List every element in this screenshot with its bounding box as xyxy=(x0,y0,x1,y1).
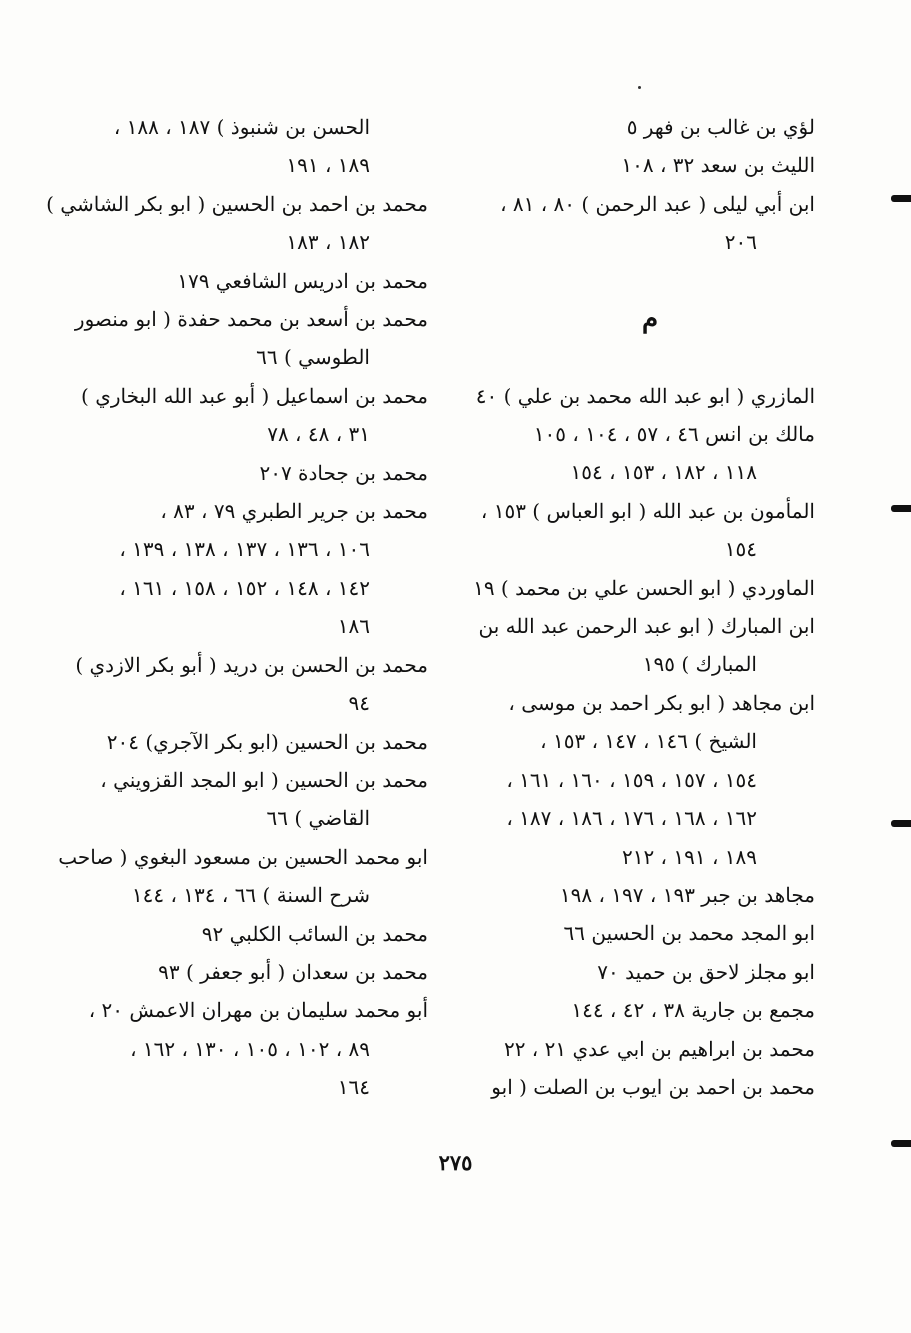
index-entry-line: ١١٨ ، ١٨٢ ، ١٥٣ ، ١٥٤ xyxy=(570,460,757,485)
index-entry-line: المأمون بن عبد الله ( ابو العباس ) ١٥٣ ، xyxy=(480,498,815,523)
index-entry-line: ابو محمد الحسين بن مسعود البغوي ( صاحب xyxy=(58,844,428,869)
index-entry-line: ابن المبارك ( ابو عبد الرحمن عبد الله بن xyxy=(478,614,815,639)
index-entry-line: محمد بن احمد بن الحسين ( ابو بكر الشاشي ) xyxy=(46,191,428,216)
index-entry-line: محمد بن اسماعيل ( أبو عبد الله البخاري ) xyxy=(81,383,428,408)
index-entry-line: الليث بن سعد ٣٢ ، ١٠٨ xyxy=(621,153,815,178)
index-entry-line: المبارك ) ١٩٥ xyxy=(642,652,757,677)
binding-mark-2 xyxy=(891,505,911,512)
index-entry-line: ٩٤ xyxy=(348,691,370,716)
index-entry-line: الشيخ ) ١٤٦ ، ١٤٧ ، ١٥٣ ، xyxy=(540,729,757,754)
index-entry-line: ابن مجاهد ( ابو بكر احمد بن موسى ، xyxy=(508,690,815,715)
index-entry-line: ٨٩ ، ١٠٢ ، ١٠٥ ، ١٣٠ ، ١٦٢ ، xyxy=(130,1036,370,1061)
index-entry-line: ١٨٢ ، ١٨٣ xyxy=(286,230,370,255)
index-entry-line: ١٥٤ xyxy=(724,537,757,562)
index-entry-line: ١٥٤ ، ١٥٧ ، ١٥٩ ، ١٦٠ ، ١٦١ ، xyxy=(506,767,757,792)
index-entry-line: محمد بن الحسن بن دريد ( أبو بكر الازدي ) xyxy=(75,652,428,677)
index-entry-line: الحسن بن شنبوذ ) ١٨٧ ، ١٨٨ ، xyxy=(113,115,370,139)
index-entry-line: أبو محمد سليمان بن مهران الاعمش ٢٠ ، xyxy=(88,998,428,1023)
index-entry-line: محمد بن جحادة ٢٠٧ xyxy=(259,460,428,485)
index-column-left xyxy=(46,108,428,1107)
index-entry-line: ١٨٩ ، ١٩١ ، ٢١٢ xyxy=(621,844,757,869)
index-entry-line: محمد بن جرير الطبري ٧٩ ، ٨٣ ، xyxy=(160,499,428,524)
index-entry-line: ١٦٤ xyxy=(337,1075,370,1100)
index-entry-line: ١٠٦ ، ١٣٦ ، ١٣٧ ، ١٣٨ ، ١٣٩ ، xyxy=(119,537,370,562)
index-entry-line: محمد بن سعدان ( أبو جعفر ) ٩٣ xyxy=(158,959,428,984)
index-entry-line: محمد بن الحسين (ابو بكر الآجري) ٢٠٤ xyxy=(106,729,428,754)
section-letter: م xyxy=(641,303,659,334)
index-entry-line: محمد بن أسعد بن محمد حفدة ( ابو منصور xyxy=(74,307,428,332)
index-entry-line: ٣١ ، ٤٨ ، ٧٨ xyxy=(267,422,370,447)
index-entry-line: ابن أبي ليلى ( عبد الرحمن ) ٨٠ ، ٨١ ، xyxy=(500,191,815,216)
index-entry-line: محمد بن ادريس الشافعي ١٧٩ xyxy=(177,268,428,293)
index-entry-line: الماوردي ( ابو الحسن علي بن محمد ) ١٩ xyxy=(473,575,815,600)
binding-mark-4 xyxy=(891,1140,911,1147)
index-column-right xyxy=(473,108,815,1106)
page-number: ٢٧٥ xyxy=(438,1150,473,1175)
index-entry-line: ابو المجد محمد بن الحسين ٦٦ xyxy=(563,921,815,946)
index-entry-line: ٢٠٦ xyxy=(724,230,757,255)
index-entry-line: المازري ( ابو عبد الله محمد بن علي ) ٤٠ xyxy=(475,383,815,408)
index-entry-line: ١٨٦ xyxy=(337,614,370,639)
index-entry-line: الطوسي ) ٦٦ xyxy=(256,345,370,370)
index-entry-line: مجمع بن جارية ٣٨ ، ٤٢ ، ١٤٤ xyxy=(571,998,815,1023)
index-entry-line: محمد بن السائب الكلبي ٩٢ xyxy=(201,921,428,946)
index-entry-line: شرح السنة ) ٦٦ ، ١٣٤ ، ١٤٤ xyxy=(131,883,370,908)
index-entry-line: مجاهد بن جبر ١٩٣ ، ١٩٧ ، ١٩٨ xyxy=(559,882,815,907)
page-dot xyxy=(638,86,641,89)
index-entry-line: القاضي ) ٦٦ xyxy=(266,806,370,831)
index-entry-line: مالك بن انس ٤٦ ، ٥٧ ، ١٠٤ ، ١٠٥ xyxy=(533,422,815,447)
index-entry-line: ابو مجلز لاحق بن حميد ٧٠ xyxy=(597,959,815,984)
index-entry-line: ١٦٢ ، ١٦٨ ، ١٧٦ ، ١٨٦ ، ١٨٧ ، xyxy=(506,806,757,831)
binding-mark-3 xyxy=(891,820,911,827)
index-entry-line: ١٨٩ ، ١٩١ xyxy=(286,153,370,178)
index-entry-line: محمد بن الحسين ( ابو المجد القزويني ، xyxy=(100,767,428,792)
binding-mark-1 xyxy=(891,195,911,202)
index-entry-line: لؤي بن غالب بن فهر ٥ xyxy=(626,115,815,139)
index-entry-line: محمد بن احمد بن ايوب بن الصلت ( ابو xyxy=(491,1074,815,1099)
index-entry-line: ١٤٢ ، ١٤٨ ، ١٥٢ ، ١٥٨ ، ١٦١ ، xyxy=(119,575,370,600)
index-entry-line: محمد بن ابراهيم بن ابي عدي ٢١ ، ٢٢ xyxy=(503,1036,815,1061)
